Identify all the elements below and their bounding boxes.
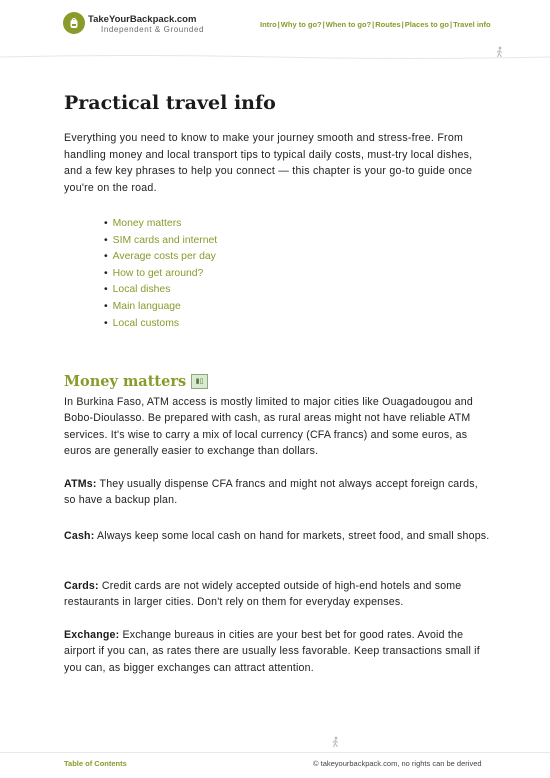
- toc-link-getting-around[interactable]: • How to get around?: [104, 266, 217, 283]
- money-item-label: Cash:: [64, 530, 95, 542]
- chapter-intro: Everything you need to know to make your journey smooth and stress-free. From handling money and local transport tips to typical daily costs, must-try local dishes, and a few key phrases to help you connect — this chapter is your go-to guide once you're on the road.: [64, 132, 473, 194]
- money-item-text: Credit cards are not widely accepted outside of high-end hotels and some restaurants in larger cities. Don't rely on them for everyday expenses.: [64, 580, 462, 609]
- nav-link-intro[interactable]: Intro: [260, 20, 277, 29]
- footer-copyright: © takeyourbackpack.com, no rights can be derived: [313, 759, 482, 768]
- money-item-cards: [64, 578, 492, 611]
- banknote-icon: ▮▯: [191, 374, 208, 389]
- brand-name[interactable]: TakeYourBackpack.com: [88, 14, 197, 25]
- toc-link-average-costs[interactable]: • Average costs per day: [104, 249, 217, 266]
- nav-link-why-to-go[interactable]: Why to go?: [280, 20, 322, 29]
- money-item-text: They usually dispense CFA francs and might not always accept foreign cards, so have a backup plan.: [64, 478, 478, 507]
- money-item-label: Exchange:: [64, 629, 120, 641]
- page-title: Practical travel info: [64, 92, 276, 114]
- money-item-text: Always keep some local cash on hand for markets, street food, and small shops.: [94, 530, 490, 542]
- nav-separator: |: [277, 20, 280, 29]
- page-header: [0, 0, 550, 58]
- money-item-exchange: [64, 627, 492, 676]
- nav-separator: |: [401, 20, 404, 29]
- section-heading-text: Money matters: [64, 373, 187, 390]
- money-item-text: Exchange bureaus in cities are your best bet for good rates. Avoid the airport if you can, as rates there are usually less favorable. Keep transactions small if you can, as bigger exchanges can attract attention.: [64, 629, 480, 674]
- nav-link-places-to-go[interactable]: Places to go: [404, 20, 449, 29]
- nav-link-when-to-go[interactable]: When to go?: [325, 20, 372, 29]
- footer-divider: [0, 752, 550, 753]
- header-divider: [0, 52, 550, 62]
- section-heading-money-matters: [64, 373, 208, 390]
- chapter-contents-list: [104, 216, 217, 332]
- table-of-contents-link[interactable]: Table of Contents: [64, 759, 127, 768]
- money-intro-paragraph: In Burkina Faso, ATM access is mostly limited to major cities like Ouagadougou and Bobo-Dioulasso. Be prepared with cash, as rural areas might not have reliable ATM services. It's wise to carry a mix of local currency (CFA francs) and some euros, as euros are generally easier to exchange than dollars.: [64, 396, 473, 458]
- top-navigation: [260, 20, 491, 29]
- toc-link-local-customs[interactable]: • Local customs: [104, 316, 217, 333]
- nav-link-routes[interactable]: Routes: [375, 20, 401, 29]
- toc-link-money-matters[interactable]: • Money matters: [104, 216, 217, 233]
- hiker-icon: [495, 46, 505, 58]
- money-item-label: ATMs:: [64, 478, 97, 490]
- nav-link-travel-info[interactable]: Travel info: [453, 20, 491, 29]
- money-item-atms: [64, 476, 492, 509]
- nav-separator: |: [372, 20, 375, 29]
- brand-tagline: Independent & Grounded: [101, 25, 205, 34]
- hiker-icon: [331, 736, 341, 748]
- money-item-label: Cards:: [64, 580, 99, 592]
- toc-link-local-dishes[interactable]: • Local dishes: [104, 282, 217, 299]
- backpack-logo-icon[interactable]: [63, 12, 85, 34]
- toc-link-main-language[interactable]: • Main language: [104, 299, 217, 316]
- money-item-cash: [64, 528, 492, 544]
- nav-separator: |: [322, 20, 325, 29]
- nav-separator: |: [449, 20, 453, 29]
- toc-link-sim-cards[interactable]: • SIM cards and internet: [104, 233, 217, 250]
